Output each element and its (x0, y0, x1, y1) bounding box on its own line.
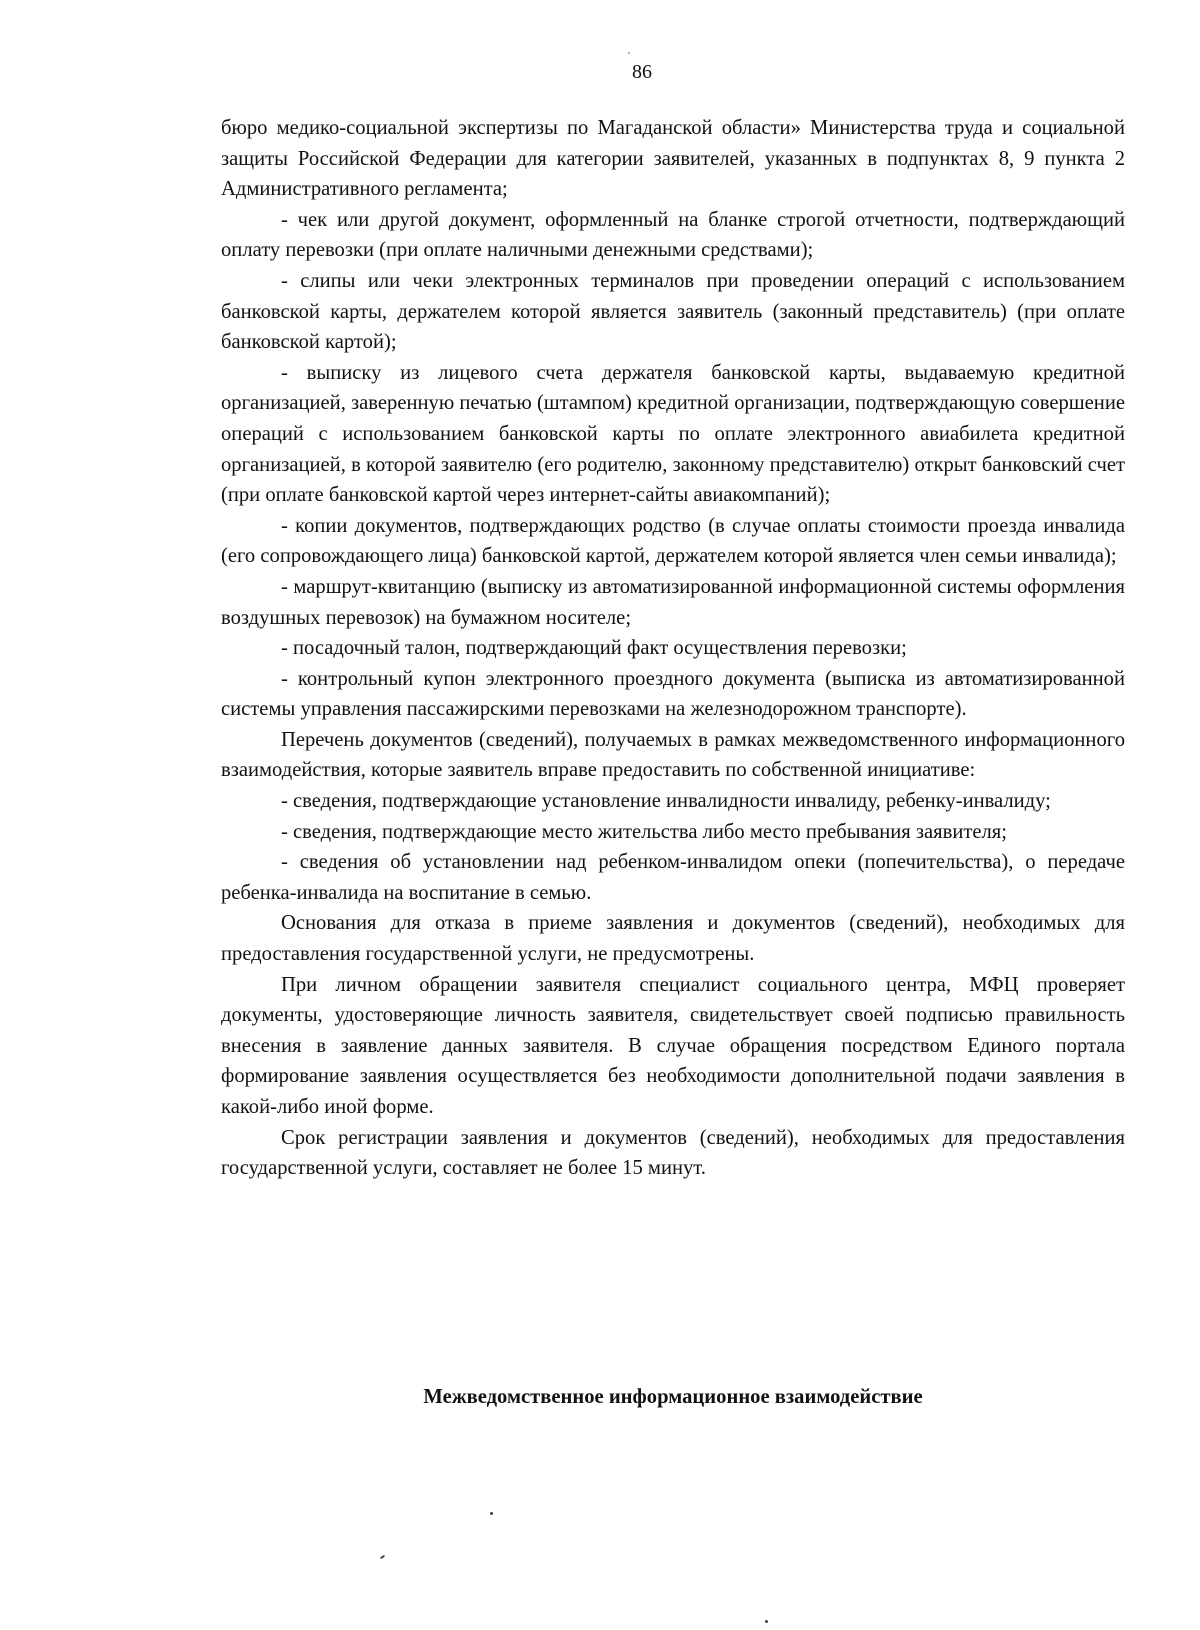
list-item-itinerary-receipt: - маршрут-квитанцию (выписку из автоматизированной информационной системы оформления воздушных перевозок) на бумажном носителе; (221, 575, 1125, 629)
paragraph-personal-visit: При личном обращении заявителя специалист социального центра, МФЦ проверяет документы, удостоверяющие личность заявителя, свидетельствует своей подписью правильность внесения в заявление данных заявителя. В случае обращения посредством Единого портала формирование заявления осуществляется без необходимости дополнительной подачи заявления в какой-либо иной форме. (221, 973, 1125, 1118)
list-item-bank-statement: - выписку из лицевого счета держателя банковской карты, выдаваемую кредитной организацией, заверенную печатью (штампом) кредитной организации, подтверждающую совершение операций с использованием банковской карты по оплате электронного авиабилета кредитной организацией, в которой заявителю (его родителю, законному представителю) открыт банковский счет (при оплате банковской картой через интернет-сайты авиакомпаний); (221, 361, 1125, 507)
page-number: 86 (632, 61, 652, 83)
list-item-disability-info: - сведения, подтверждающие установление инвалидности инвалиду, ребенку-инвалиду; (281, 790, 1051, 813)
list-item-boarding-pass: - посадочный талон, подтверждающий факт осуществления перевозки; (281, 637, 907, 660)
scan-speck (380, 1555, 385, 1560)
document-body (221, 113, 1125, 1184)
list-item-residence-info: - сведения, подтверждающие место жительства либо место пребывания заявителя; (281, 820, 1007, 843)
scan-speck (765, 1620, 768, 1623)
list-item-receipt: - чек или другой документ, оформленный на бланке строгой отчетности, подтверждающий оплату перевозки (при оплате наличными денежными средствами); (221, 208, 1125, 262)
paragraph-registration-term: Срок регистрации заявления и документов (сведений), необходимых для предоставления государственной услуги, составляет не более 15 минут. (221, 1126, 1125, 1180)
scan-speck (490, 1512, 493, 1515)
list-item-guardianship-info: - сведения об установлении над ребенком-инвалидом опеки (попечительства), о передаче ребенка-инвалида на воспитание в семью. (221, 851, 1125, 904)
list-item-control-coupon: - контрольный купон электронного проездного документа (выписка из автоматизированной системы управления пассажирскими перевозками на железнодорожном транспорте). (221, 667, 1125, 721)
list-item-kinship-docs: - копии документов, подтверждающих родство (в случае оплаты стоимости проезда инвалида (его сопровождающего лица) банковской картой, держателем которой является член семьи инвалида); (221, 514, 1125, 568)
scan-speck (628, 52, 630, 54)
section-heading: Межведомственное информационное взаимодействие (423, 1386, 923, 1408)
paragraph-continuation: бюро медико-социальной экспертизы по Магаданской области» Министерства труда и социальной защиты Российской Федерации для категории заявителей, указанных в подпунктах 8, 9 пункта 2 Административного регламента; (221, 117, 1125, 201)
list-item-terminal-slips: - слипы или чеки электронных терминалов при проведении операций с использованием банковской карты, держателем которой является заявитель (законный представитель) (при оплате банковской картой); (221, 269, 1125, 354)
paragraph-interagency-list: Перечень документов (сведений), получаемых в рамках межведомственного информационного взаимодействия, которые заявитель вправе предоставить по собственной инициативе: (221, 728, 1125, 782)
paragraph-refusal-grounds: Основания для отказа в приеме заявления и документов (сведений), необходимых для предоставления государственной услуги, не предусмотрены. (221, 912, 1125, 966)
